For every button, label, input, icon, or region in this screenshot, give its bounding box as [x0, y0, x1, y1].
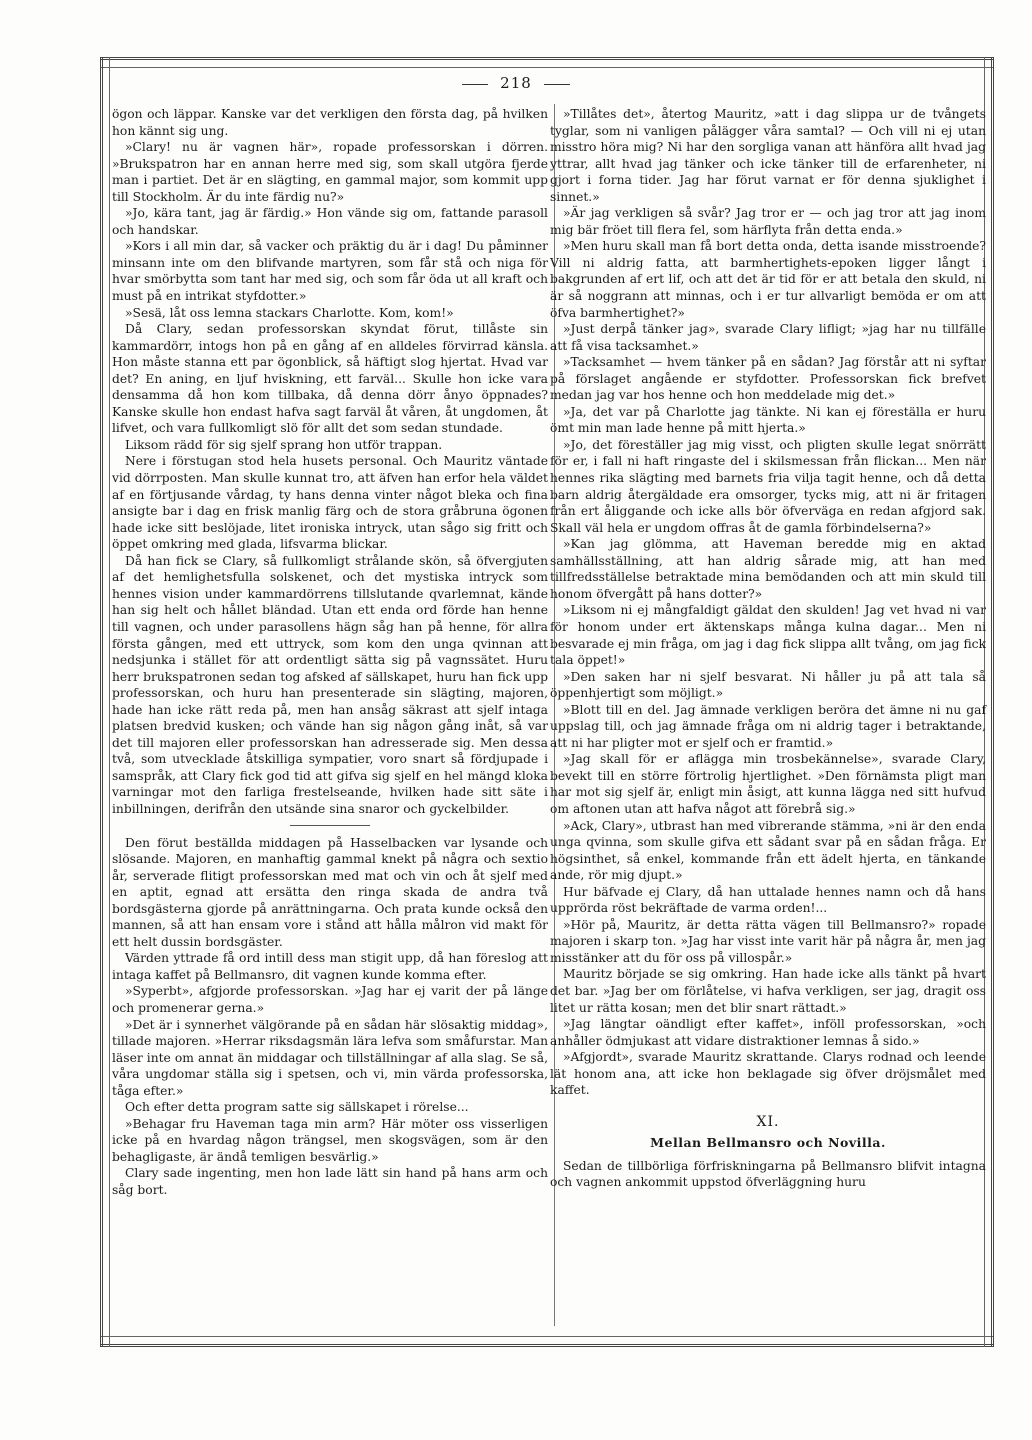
paragraph: »Liksom ni ej mångfaldigt gäldat den skulden! Jag vet hvad ni var för honom under ert äktenskaps många kulna dagar... Men ni besvarade ej min fråga, om jag i dag fick slippa allt tvång, om jag fick tala öppet!» — [550, 603, 986, 668]
page-number-header — [0, 74, 1032, 92]
paragraph: Och efter detta program satte sig sällskapet i rörelse... — [125, 1100, 469, 1115]
right-column — [550, 106, 986, 1191]
paragraph: »Men huru skall man få bort detta onda, detta isande misstroende? Vill ni aldrig fatta, att barmhertighets-epoken ligger långt i bakgrunden af ert lif, och att det är tid för er att betala den skuld, ni är så noggrann att minnas, och i er tur allvarligt bemöda er om att öfva barmhertighet?» — [550, 239, 986, 320]
header-dash-right — [544, 84, 570, 85]
chapter-title: Mellan Bellmansro och Novilla. — [650, 1135, 886, 1151]
paragraph: Då han fick se Clary, så fullkomligt strålande skön, så öfvergjuten af det hemlighetsfulla solskenet, och det mystiska intryck som hennes vision under kammardörrens tillslutande qvarlemnat, kände han sig helt och hållet bländad. Utan ett enda ord förde han henne till vagnen, och under parasollens hägn såg han på henne, för allra första gången, med ett uttryck, som kom den unga qvinnan att nedsjunka i stället för att ordentligt sätta sig på vagnssätet. Huru herr brukspatronen sedan tog afsked af sällskapet, huru han fick upp professorskan, och huru han presenterade sin slägting, majoren, hade han icke rätt reda på, men han ansåg säkrast att sjelf intaga platsen bredvid kusken; och vände han sig någon gång inåt, så var det till majoren eller professorskan han adresserade sig. Men dessa två, som utvecklade åtskilliga sympatier, voro snart så fördjupade i samspråk, att Clary fick god tid att gifva sig sjelf en hel mängd kloka varningar mot den farliga frestelseande, hvilken hade sitt säte i inbillningen, derifrån den utsände sina snaror och gyckelbilder. — [112, 553, 548, 816]
paragraph: »Sesä, låt oss lemna stackars Charlotte. Kom, kom!» — [125, 305, 454, 320]
paragraph: Mauritz började se sig omkring. Han hade icke alls tänkt på hvart det bar. »Jag ber om förlåtelse, vi hafva verkligen, ser jag, dragit oss litet ur rätta kosan; men det blir snart rättadt.» — [550, 967, 986, 1015]
header-dash-left — [462, 84, 488, 85]
paragraph: Nere i förstugan stod hela husets personal. Och Mauritz väntade vid dörrposten. Man skulle kunnat tro, att äfven han erfor hela väldet af en förtjusande vårdag, ty hans denna vinter något bleka och fina ansigte bar i dag en frisk manlig färg och de stora gråbruna ögonen hade icke sitt beslöjade, litet ironiska intryck, utan sågo sig fritt och öppet omkring med glada, lifsvarma blickar. — [112, 454, 548, 552]
page-border-top — [100, 57, 994, 68]
paragraph: Den förut beställda middagen på Hasselbacken var lysande och slösande. Majoren, en manhaftig gammal knekt på några och sextio år, serverade flitigt professorskan med mat och vin och åt sjelf med en aptit, egnad att ersätta den ringa skada de andra två bordsgästerna gjorde på anrättningarna. Och prata kunde också den mannen, så att han ensam vore i stånd att hålla målron vid makt för ett helt dussin bordsgäster. — [112, 835, 548, 949]
section-separator — [290, 825, 370, 826]
paragraph: Liksom rädd för sig sjelf sprang hon utför trappan. — [125, 437, 443, 452]
paragraph: »Ack, Clary», utbrast han med vibrerande stämma, »ni är den enda unga qvinna, som skulle gifva ett sådant svar på en sådan fråga. Er högsinthet, så enkel, kommande från ett ädelt hjerta, en tänkande ande, rör mig djupt.» — [550, 818, 986, 883]
paragraph: »Jag längtar oändligt efter kaffet», inföll professorskan, »och anhåller ödmjukast att vidare distraktioner lemnas å sido.» — [550, 1017, 986, 1048]
left-column — [112, 106, 548, 1199]
paragraph: »Är jag verkligen så svår? Jag tror er — och jag tror att jag inom mig bär fröet till flera fel, som härflyta från detta enda.» — [550, 206, 986, 237]
paragraph: »Kan jag glömma, att Haveman beredde mig en aktad samhällsställning, att han aldrig sårade mig, att han med tillfredsställelse betraktade mina bemödanden och att min skuld till honom öfvergått på hans dotter?» — [550, 537, 986, 601]
chapter-number: XI. — [756, 1113, 780, 1130]
paragraph: »Kors i all min dar, så vacker och präktig du är i dag! Du påminner minsann inte om den blifvande martyren, som får stå och niga för hvar smörbytta som tant har med sig, och som får öda ut all kraft och must på en intrikat styfdotter.» — [112, 239, 548, 304]
paragraph: »Syperbt», afgjorde professorskan. »Jag har ej varit der på länge och promenerar gerna.» — [112, 984, 548, 1015]
paragraph: »Clary! nu är vagnen här», ropade professorskan i dörren. »Brukspatron har en annan herre med sig, som skall utgöra fjerde man i partiet. Det är en slägting, en gammal major, som kommit upp till Stockholm. Är du inte färdig nu?» — [112, 140, 548, 204]
paragraph: »Behagar fru Haveman taga min arm? Här möter oss visserligen icke på en hvardag någon trängsel, men skogsvägen, som är den behagligaste, är ändå temligen besvärlig.» — [112, 1116, 548, 1164]
paragraph: »Jo, det föreställer jag mig visst, och pligten skulle legat snörrätt för er, i fall ni haft ringaste del i skilsmessan från flickan... Men när hennes rika slägting med barnets fria vilja tagit henne, och då detta barn aldrig återgäldade era omsorger, tycks mig, att ni är fritagen från ert åliggande och icke alls bör öfverväga en redan afgjord sak. Skall väl hela er ungdom offras åt de gamla förbindelserna?» — [550, 437, 986, 535]
page-border-left — [100, 57, 110, 1347]
paragraph: Värden yttrade få ord intill dess man stigit upp, då han föreslog att intaga kaffet på Bellmansro, dit vagnen kunde komma efter. — [112, 951, 548, 982]
paragraph: »Tacksamhet — hvem tänker på en sådan? Jag förstår att ni syftar på förslaget angående er styfdotter. Professorskan fick brefvet medan jag var hos henne och hon meddelade mig det.» — [550, 355, 986, 403]
paragraph: »Det är i synnerhet välgörande på en sådan här slösaktig middag», tillade majoren. »Herrar riksdagsmän lära lefva som småfurstar. Man läser inte om annat än middagar och tillställningar af alla slag. Se så, våra ungdomar ställa sig i spetsen, och vi, min värda professorska, tåga efter.» — [112, 1017, 548, 1098]
paragraph: »Jag skall för er aflägga min trosbekännelse», svarade Clary, bevekt till en större förtrolig hjertlighet. »Den förnämsta pligt man har mot sig sjelf är, enligt min åsigt, att kunna lägga ned sitt hufvud om aftonen utan att hafva något att förebrå sig.» — [550, 752, 986, 816]
paragraph: »Just derpå tänker jag», svarade Clary lifligt; »jag har nu tillfälle att få visa tacksamhet.» — [550, 322, 986, 353]
paragraph: »Tillåtes det», återtog Mauritz, »att i dag slippa ur de tvångets tyglar, som ni vanligen pålägger våra samtal? — Och vill ni ej utan misstro höra mig? Ni har den sorgliga vanan att hänföra allt hvad jag yttrar, allt hvad jag tänker och icke tänker till de erfarenheter, ni gjort i forna tider. Jag har förut varnat er för denna sjuklighet i sinnet.» — [550, 107, 986, 204]
paragraph: »Den saken har ni sjelf besvarat. Ni håller ju på att tala så öppenhjertigt som möjligt.» — [550, 669, 986, 701]
paragraph: »Hör på, Mauritz, är detta rätta vägen till Bellmansro?» ropade majoren i skarp ton. »Jag har visst inte varit här på några år, men jag misstänker att du för oss på villospår.» — [550, 917, 986, 965]
paragraph: ögon och läppar. Kanske var det verkligen den första dag, på hvilken hon kännt sig ung. — [112, 107, 548, 138]
paragraph: »Jo, kära tant, jag är färdig.» Hon vände sig om, fattande parasoll och handskar. — [112, 206, 548, 237]
paragraph: »Afgjordt», svarade Mauritz skrattande. Clarys rodnad och leende lät honom ana, att icke hon beklagade sig öfver dröjsmålet med kaffet. — [550, 1050, 986, 1098]
paragraph: »Blott till en del. Jag ämnade verkligen beröra det ämne ni nu gaf uppslag till, och jag ämnade fråga om ni aldrig tager i betraktande, att ni har pligter mot er sjelf och er framtid.» — [550, 702, 986, 750]
page-border-bottom — [100, 1336, 994, 1347]
paragraph: Sedan de tillbörliga förfriskningarna på Bellmansro blifvit intagna och vagnen ankommit uppstod öfverläggning huru — [550, 1158, 986, 1190]
paragraph: Då Clary, sedan professorskan skyndat förut, tillåste sin kammardörr, intogs hon på en gång af en alldeles förvirrad känsla. Hon måste stanna ett par ögonblick, så häftigt slog hjertat. Hvad var det? En aning, en ljuf hviskning, ett farväl... Skulle hon icke vara densamma då hon kom tillbaka, då denna dörr ånyo öppnades? Kanske skulle hon endast hafva sagt farväl åt våren, åt ungdomen, åt lifvet, och vara fullkomligt slö för allt det som sedan stundade. — [112, 322, 548, 436]
paragraph: Clary sade ingenting, men hon lade lätt sin hand på hans arm och såg bort. — [112, 1166, 548, 1197]
paragraph: »Ja, det var på Charlotte jag tänkte. Ni kan ej föreställa er huru ömt min man lade henne på mitt hjerta.» — [550, 404, 986, 436]
page-number: 218 — [500, 74, 532, 92]
paragraph: Hur bäfvade ej Clary, då han uttalade hennes namn och då hans upprörda röst bekräftade de varma orden!... — [550, 884, 986, 916]
